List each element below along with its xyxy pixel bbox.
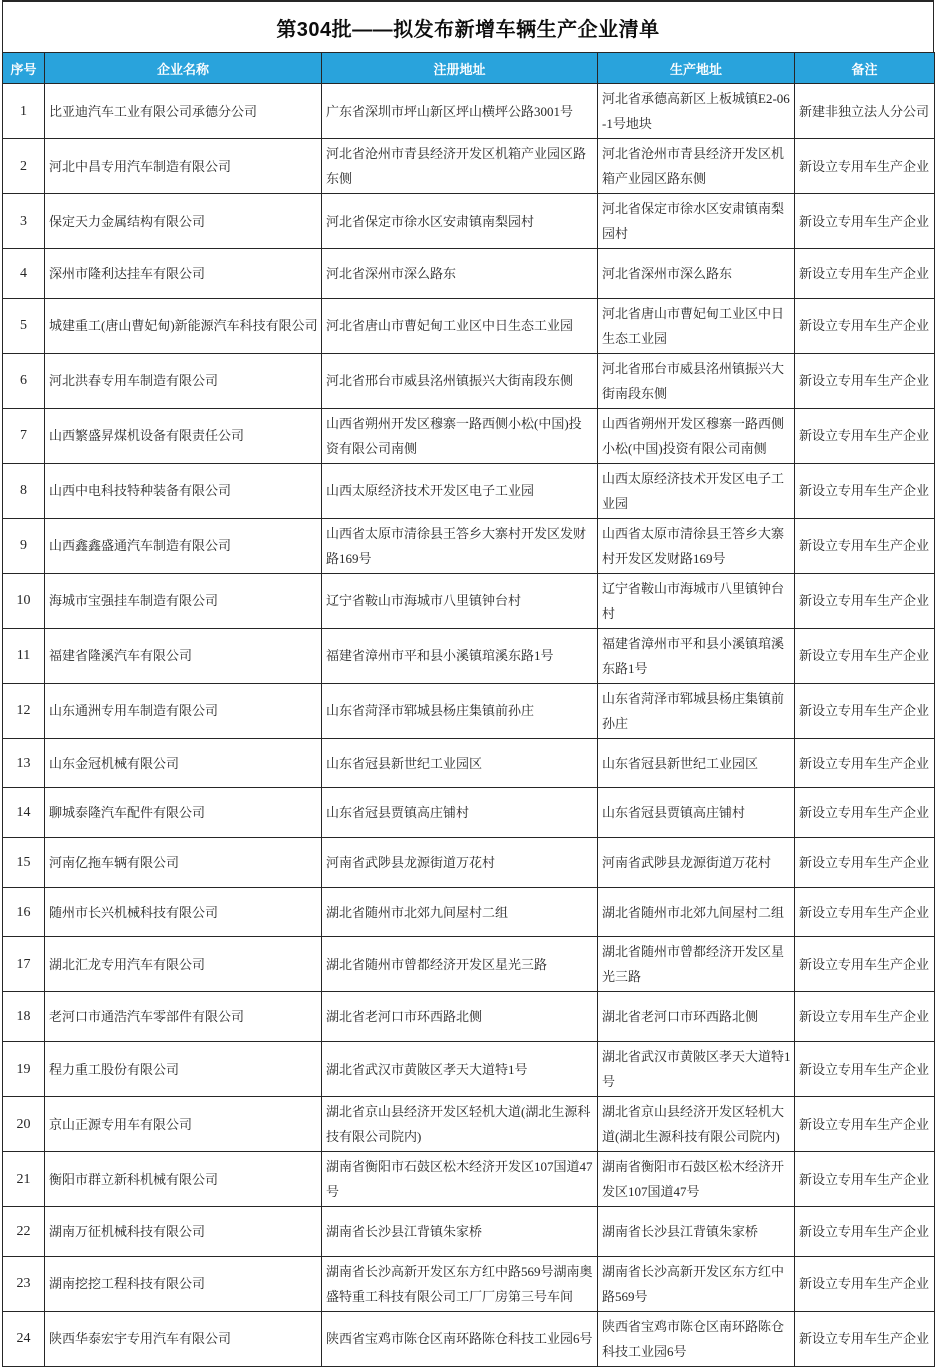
row-number-cell: 11 [3, 628, 45, 683]
column-header-registered-address: 注册地址 [322, 53, 598, 84]
registered-address-cell: 湖南省衡阳市石鼓区松木经济开发区107国道47号 [322, 1152, 598, 1207]
table-row [3, 937, 935, 992]
column-header-production-address: 生产地址 [598, 53, 795, 84]
remark-cell: 新设立专用车生产企业 [795, 353, 935, 408]
table-row [3, 838, 935, 888]
production-address-cell: 山西省朔州开发区穆寨一路西侧小松(中国)投资有限公司南侧 [598, 408, 795, 463]
production-address-cell: 湖北省随州市曾都经济开发区星光三路 [598, 937, 795, 992]
production-address-cell: 湖南省长沙高新开发区东方红中路569号 [598, 1256, 795, 1311]
company-name-cell: 老河口市通浩汽车零部件有限公司 [45, 992, 322, 1042]
remark-cell: 新设立专用车生产企业 [795, 194, 935, 249]
table-row [3, 518, 935, 573]
table-row [3, 628, 935, 683]
production-address-cell: 辽宁省鞍山市海城市八里镇钟台村 [598, 573, 795, 628]
remark-cell: 新设立专用车生产企业 [795, 408, 935, 463]
production-address-cell: 湖南省长沙县江背镇朱家桥 [598, 1207, 795, 1257]
table-row [3, 1311, 935, 1366]
production-address-cell: 山西省太原市清徐县王答乡大寨村开发区发财路169号 [598, 518, 795, 573]
remark-cell: 新设立专用车生产企业 [795, 788, 935, 838]
company-name-cell: 福建省隆溪汽车有限公司 [45, 628, 322, 683]
remark-cell: 新设立专用车生产企业 [795, 463, 935, 518]
registered-address-cell: 广东省深圳市坪山新区坪山横坪公路3001号 [322, 84, 598, 139]
remark-cell: 新设立专用车生产企业 [795, 738, 935, 788]
remark-cell: 新设立专用车生产企业 [795, 518, 935, 573]
table-body [3, 84, 935, 1367]
registered-address-cell: 辽宁省鞍山市海城市八里镇钟台村 [322, 573, 598, 628]
production-address-cell: 湖南省衡阳市石鼓区松木经济开发区107国道47号 [598, 1152, 795, 1207]
column-header-remark: 备注 [795, 53, 935, 84]
remark-cell: 新设立专用车生产企业 [795, 298, 935, 353]
table-row [3, 1256, 935, 1311]
company-name-cell: 城建重工(唐山曹妃甸)新能源汽车科技有限公司 [45, 298, 322, 353]
table-row [3, 887, 935, 937]
production-address-cell: 河南省武陟县龙源街道万花村 [598, 838, 795, 888]
company-name-cell: 湖南挖挖工程科技有限公司 [45, 1256, 322, 1311]
production-address-cell: 陕西省宝鸡市陈仓区南环路陈仓科技工业园6号 [598, 1311, 795, 1366]
remark-cell: 新设立专用车生产企业 [795, 937, 935, 992]
company-name-cell: 衡阳市群立新科机械有限公司 [45, 1152, 322, 1207]
remark-cell: 新设立专用车生产企业 [795, 887, 935, 937]
table-row [3, 353, 935, 408]
production-address-cell: 山东省冠县新世纪工业园区 [598, 738, 795, 788]
table-row [3, 463, 935, 518]
row-number-cell: 5 [3, 298, 45, 353]
company-name-cell: 聊城泰隆汽车配件有限公司 [45, 788, 322, 838]
registered-address-cell: 湖南省长沙高新开发区东方红中路569号湖南奥盛特重工科技有限公司工厂厂房第三号车间 [322, 1256, 598, 1311]
production-address-cell: 山西太原经济技术开发区电子工业园 [598, 463, 795, 518]
remark-cell: 新设立专用车生产企业 [795, 573, 935, 628]
remark-cell: 新设立专用车生产企业 [795, 628, 935, 683]
table-row [3, 139, 935, 194]
company-name-cell: 陕西华泰宏宇专用汽车有限公司 [45, 1311, 322, 1366]
production-address-cell: 河北省唐山市曹妃甸工业区中日生态工业园 [598, 298, 795, 353]
row-number-cell: 22 [3, 1207, 45, 1257]
row-number-cell: 9 [3, 518, 45, 573]
production-address-cell: 山东省冠县贾镇高庄铺村 [598, 788, 795, 838]
production-address-cell: 河北省沧州市青县经济开发区机箱产业园区路东侧 [598, 139, 795, 194]
table-row [3, 1042, 935, 1097]
company-name-cell: 保定天力金属结构有限公司 [45, 194, 322, 249]
row-number-cell: 10 [3, 573, 45, 628]
registered-address-cell: 山西省朔州开发区穆寨一路西侧小松(中国)投资有限公司南侧 [322, 408, 598, 463]
remark-cell: 新设立专用车生产企业 [795, 249, 935, 299]
company-name-cell: 河南亿拖车辆有限公司 [45, 838, 322, 888]
table-header-row [3, 53, 935, 84]
production-address-cell: 湖北省京山县经济开发区轻机大道(湖北生源科技有限公司院内) [598, 1097, 795, 1152]
remark-cell: 新建非独立法人分公司 [795, 84, 935, 139]
production-address-cell: 湖北省随州市北郊九间屋村二组 [598, 887, 795, 937]
row-number-cell: 14 [3, 788, 45, 838]
company-name-cell: 比亚迪汽车工业有限公司承德分公司 [45, 84, 322, 139]
company-name-cell: 湖南万征机械科技有限公司 [45, 1207, 322, 1257]
row-number-cell: 18 [3, 992, 45, 1042]
remark-cell: 新设立专用车生产企业 [795, 683, 935, 738]
registered-address-cell: 河北省深州市深么路东 [322, 249, 598, 299]
registered-address-cell: 山西省太原市清徐县王答乡大寨村开发区发财路169号 [322, 518, 598, 573]
row-number-cell: 13 [3, 738, 45, 788]
row-number-cell: 6 [3, 353, 45, 408]
registered-address-cell: 河北省沧州市青县经济开发区机箱产业园区路东侧 [322, 139, 598, 194]
company-name-cell: 山西鑫鑫盛通汽车制造有限公司 [45, 518, 322, 573]
row-number-cell: 7 [3, 408, 45, 463]
row-number-cell: 16 [3, 887, 45, 937]
remark-cell: 新设立专用车生产企业 [795, 838, 935, 888]
row-number-cell: 15 [3, 838, 45, 888]
table-row [3, 84, 935, 139]
row-number-cell: 4 [3, 249, 45, 299]
table-row [3, 738, 935, 788]
registered-address-cell: 山东省菏泽市郓城县杨庄集镇前孙庄 [322, 683, 598, 738]
company-name-cell: 山西中电科技特种装备有限公司 [45, 463, 322, 518]
enterprise-table [2, 52, 935, 1367]
row-number-cell: 3 [3, 194, 45, 249]
company-name-cell: 河北洪春专用车制造有限公司 [45, 353, 322, 408]
registered-address-cell: 河北省邢台市威县洺州镇振兴大街南段东侧 [322, 353, 598, 408]
company-name-cell: 程力重工股份有限公司 [45, 1042, 322, 1097]
registered-address-cell: 福建省漳州市平和县小溪镇琯溪东路1号 [322, 628, 598, 683]
table-row [3, 788, 935, 838]
row-number-cell: 17 [3, 937, 45, 992]
company-name-cell: 山东通洲专用车制造有限公司 [45, 683, 322, 738]
remark-cell: 新设立专用车生产企业 [795, 1256, 935, 1311]
table-row [3, 573, 935, 628]
company-name-cell: 湖北汇龙专用汽车有限公司 [45, 937, 322, 992]
table-row [3, 1152, 935, 1207]
remark-cell: 新设立专用车生产企业 [795, 1207, 935, 1257]
registered-address-cell: 山东省冠县新世纪工业园区 [322, 738, 598, 788]
company-name-cell: 山东金冠机械有限公司 [45, 738, 322, 788]
table-row [3, 1207, 935, 1257]
production-address-cell: 湖北省老河口市环西路北侧 [598, 992, 795, 1042]
production-address-cell: 湖北省武汉市黄陂区孝天大道特1号 [598, 1042, 795, 1097]
table-row [3, 408, 935, 463]
remark-cell: 新设立专用车生产企业 [795, 139, 935, 194]
row-number-cell: 1 [3, 84, 45, 139]
registered-address-cell: 湖北省随州市北郊九间屋村二组 [322, 887, 598, 937]
registered-address-cell: 山东省冠县贾镇高庄铺村 [322, 788, 598, 838]
table-row [3, 298, 935, 353]
row-number-cell: 20 [3, 1097, 45, 1152]
row-number-cell: 12 [3, 683, 45, 738]
company-name-cell: 京山正源专用车有限公司 [45, 1097, 322, 1152]
company-name-cell: 随州市长兴机械科技有限公司 [45, 887, 322, 937]
column-header-company-name: 企业名称 [45, 53, 322, 84]
row-number-cell: 23 [3, 1256, 45, 1311]
company-name-cell: 深州市隆利达挂车有限公司 [45, 249, 322, 299]
table-row [3, 683, 935, 738]
registered-address-cell: 湖北省老河口市环西路北侧 [322, 992, 598, 1042]
row-number-cell: 21 [3, 1152, 45, 1207]
remark-cell: 新设立专用车生产企业 [795, 1097, 935, 1152]
production-address-cell: 河北省深州市深么路东 [598, 249, 795, 299]
remark-cell: 新设立专用车生产企业 [795, 1042, 935, 1097]
production-address-cell: 河北省保定市徐水区安肃镇南梨园村 [598, 194, 795, 249]
table-row [3, 1097, 935, 1152]
remark-cell: 新设立专用车生产企业 [795, 1152, 935, 1207]
production-address-cell: 河北省承德高新区上板城镇E2-06-1号地块 [598, 84, 795, 139]
registered-address-cell: 湖北省武汉市黄陂区孝天大道特1号 [322, 1042, 598, 1097]
table-row [3, 249, 935, 299]
column-header-number: 序号 [3, 53, 45, 84]
production-address-cell: 福建省漳州市平和县小溪镇琯溪东路1号 [598, 628, 795, 683]
registered-address-cell: 湖南省长沙县江背镇朱家桥 [322, 1207, 598, 1257]
company-name-cell: 山西繁盛昇煤机设备有限责任公司 [45, 408, 322, 463]
remark-cell: 新设立专用车生产企业 [795, 1311, 935, 1366]
production-address-cell: 河北省邢台市威县洺州镇振兴大街南段东侧 [598, 353, 795, 408]
company-name-cell: 河北中昌专用汽车制造有限公司 [45, 139, 322, 194]
row-number-cell: 8 [3, 463, 45, 518]
registered-address-cell: 河南省武陟县龙源街道万花村 [322, 838, 598, 888]
registered-address-cell: 河北省唐山市曹妃甸工业区中日生态工业园 [322, 298, 598, 353]
registered-address-cell: 湖北省京山县经济开发区轻机大道(湖北生源科技有限公司院内) [322, 1097, 598, 1152]
remark-cell: 新设立专用车生产企业 [795, 992, 935, 1042]
table-row [3, 992, 935, 1042]
company-name-cell: 海城市宝强挂车制造有限公司 [45, 573, 322, 628]
registered-address-cell: 河北省保定市徐水区安肃镇南梨园村 [322, 194, 598, 249]
row-number-cell: 2 [3, 139, 45, 194]
registered-address-cell: 陕西省宝鸡市陈仓区南环路陈仓科技工业园6号 [322, 1311, 598, 1366]
row-number-cell: 24 [3, 1311, 45, 1366]
table-row [3, 194, 935, 249]
page-title: 第304批——拟发布新增车辆生产企业清单 [2, 0, 934, 52]
registered-address-cell: 山西太原经济技术开发区电子工业园 [322, 463, 598, 518]
production-address-cell: 山东省菏泽市郓城县杨庄集镇前孙庄 [598, 683, 795, 738]
registered-address-cell: 湖北省随州市曾都经济开发区星光三路 [322, 937, 598, 992]
row-number-cell: 19 [3, 1042, 45, 1097]
